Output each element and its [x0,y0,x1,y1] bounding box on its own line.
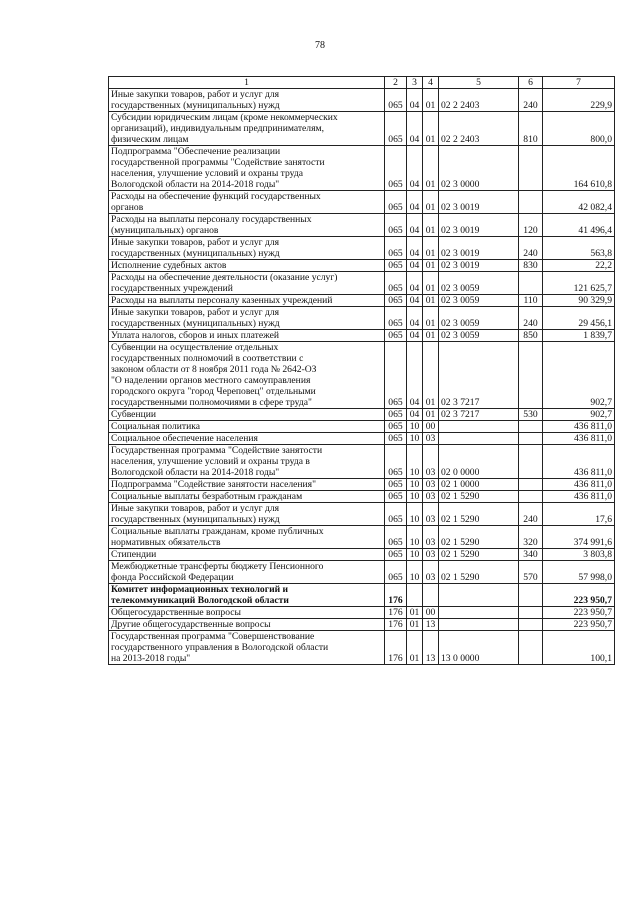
row-grbs-code: 065 [385,421,407,433]
row-amount: 436 811,0 [543,491,615,503]
row-amount: 223 950,7 [543,607,615,619]
row-grbs-code: 065 [385,433,407,445]
row-name: Расходы на выплаты персоналу государственных (муниципальных) органов [109,214,385,237]
row-subsection-code: 03 [423,445,439,479]
row-target-article: 02 3 0019 [439,214,519,237]
row-subsection-code: 03 [423,503,439,526]
row-name: Уплата налогов, сборов и иных платежей [109,330,385,342]
row-section-code: 04 [407,409,423,421]
row-target-article: 02 3 0000 [439,146,519,191]
row-section-code: 01 [407,631,423,665]
row-subsection-code: 13 [423,631,439,665]
row-amount: 563,8 [543,237,615,260]
table-row [109,307,615,330]
row-expense-type [519,272,543,295]
row-name: Подпрограмма "Обеспечение реализации государственной программы "Содействие занятости населения, улучшение условий и охраны труда Вологодской области на 2014-2018 годы" [109,146,385,191]
header-col-4: 4 [423,77,439,89]
row-subsection-code: 03 [423,561,439,584]
row-subsection-code [423,584,439,607]
row-subsection-code: 01 [423,89,439,112]
row-amount: 100,1 [543,631,615,665]
table-row [109,191,615,214]
row-target-article [439,421,519,433]
row-subsection-code: 13 [423,619,439,631]
row-grbs-code: 065 [385,491,407,503]
row-name: Расходы на выплаты персоналу казенных учреждений [109,295,385,307]
row-expense-type: 570 [519,561,543,584]
row-grbs-code: 065 [385,89,407,112]
row-section-code: 04 [407,342,423,409]
row-amount: 57 998,0 [543,561,615,584]
row-section-code: 04 [407,89,423,112]
row-subsection-code: 01 [423,330,439,342]
row-grbs-code: 065 [385,330,407,342]
row-target-article: 02 1 5290 [439,561,519,584]
row-grbs-code: 065 [385,549,407,561]
row-grbs-code: 176 [385,619,407,631]
row-expense-type [519,342,543,409]
row-grbs-code: 176 [385,631,407,665]
row-section-code: 10 [407,503,423,526]
row-grbs-code: 176 [385,584,407,607]
row-expense-type: 110 [519,295,543,307]
row-expense-type: 240 [519,503,543,526]
page-number: 78 [315,40,325,51]
row-amount: 800,0 [543,112,615,146]
row-subsection-code: 03 [423,491,439,503]
row-target-article: 02 3 7217 [439,342,519,409]
row-name: Государственная программа "Содействие занятости населения, улучшение условий и охраны труда в Вологодской области на 2014-2018 годы" [109,445,385,479]
row-target-article: 02 2 2403 [439,89,519,112]
row-subsection-code: 01 [423,295,439,307]
row-grbs-code: 065 [385,479,407,491]
budget-table [108,76,615,665]
row-subsection-code: 01 [423,191,439,214]
header-col-1: 1 [109,77,385,89]
row-target-article [439,607,519,619]
row-expense-type [519,421,543,433]
table-row [109,295,615,307]
row-name: Исполнение судебных актов [109,260,385,272]
row-section-code: 04 [407,330,423,342]
row-grbs-code: 065 [385,409,407,421]
row-section-code: 04 [407,191,423,214]
row-name: Общегосударственные вопросы [109,607,385,619]
row-section-code: 04 [407,260,423,272]
table-row [109,549,615,561]
row-subsection-code: 01 [423,260,439,272]
row-target-article: 02 3 0059 [439,295,519,307]
row-target-article: 02 3 7217 [439,409,519,421]
row-section-code: 04 [407,272,423,295]
row-amount: 1 839,7 [543,330,615,342]
row-amount: 41 496,4 [543,214,615,237]
table-body [109,89,615,665]
row-section-code: 10 [407,433,423,445]
table-row [109,561,615,584]
row-target-article: 02 1 5290 [439,526,519,549]
row-section-code: 01 [407,607,423,619]
row-amount: 29 456,1 [543,307,615,330]
row-subsection-code: 01 [423,307,439,330]
row-grbs-code: 065 [385,295,407,307]
row-amount: 223 950,7 [543,619,615,631]
row-section-code: 01 [407,619,423,631]
row-name: Государственная программа "Совершенствование государственного управления в Вологодской области на 2013-2018 годы" [109,631,385,665]
row-section-code: 10 [407,526,423,549]
row-grbs-code: 065 [385,237,407,260]
row-name: Социальные выплаты безработным гражданам [109,491,385,503]
row-name: Социальная политика [109,421,385,433]
table-row [109,433,615,445]
row-subsection-code: 00 [423,607,439,619]
row-amount: 3 803,8 [543,549,615,561]
header-col-5: 5 [439,77,519,89]
row-subsection-code: 01 [423,342,439,409]
row-subsection-code: 01 [423,409,439,421]
row-subsection-code: 01 [423,237,439,260]
row-name: Социальное обеспечение населения [109,433,385,445]
row-amount: 436 811,0 [543,433,615,445]
table-row [109,89,615,112]
row-grbs-code: 065 [385,272,407,295]
row-amount: 223 950,7 [543,584,615,607]
row-section-code: 04 [407,237,423,260]
row-subsection-code: 00 [423,421,439,433]
row-section-code: 10 [407,561,423,584]
table-row [109,272,615,295]
table-row [109,146,615,191]
row-name: Стипендии [109,549,385,561]
row-name: Субсидии юридическим лицам (кроме некоммерческих организаций), индивидуальным предпринимателям, физическим лицам [109,112,385,146]
table-row [109,445,615,479]
row-expense-type: 320 [519,526,543,549]
row-grbs-code: 065 [385,307,407,330]
row-expense-type [519,433,543,445]
row-expense-type: 530 [519,409,543,421]
row-target-article: 02 3 0059 [439,330,519,342]
row-grbs-code: 065 [385,445,407,479]
row-subsection-code: 03 [423,479,439,491]
row-section-code: 04 [407,295,423,307]
row-target-article [439,584,519,607]
row-expense-type: 120 [519,214,543,237]
table-row [109,607,615,619]
row-grbs-code: 065 [385,526,407,549]
row-amount: 902,7 [543,409,615,421]
row-expense-type: 240 [519,237,543,260]
row-target-article [439,619,519,631]
row-name: Расходы на обеспечение деятельности (оказание услуг) государственных учреждений [109,272,385,295]
table-row [109,112,615,146]
row-grbs-code: 065 [385,112,407,146]
row-section-code: 10 [407,445,423,479]
row-subsection-code: 01 [423,146,439,191]
table-row [109,260,615,272]
row-name: Другие общегосударственные вопросы [109,619,385,631]
row-amount: 436 811,0 [543,421,615,433]
row-expense-type: 340 [519,549,543,561]
table-row [109,631,615,665]
row-subsection-code: 03 [423,549,439,561]
table-row [109,503,615,526]
row-section-code: 04 [407,307,423,330]
row-section-code: 10 [407,549,423,561]
row-name: Субвенции на осуществление отдельных государственных полномочий в соответствии с законом области от 8 ноября 2011 года № 2642-ОЗ "О наделении органов местного самоуправления городского округа "город Череповец" отдельными государственными полномочиями в сфере труда" [109,342,385,409]
row-expense-type: 240 [519,307,543,330]
row-amount: 436 811,0 [543,479,615,491]
row-subsection-code: 01 [423,112,439,146]
row-name: Подпрограмма "Содействие занятости населения" [109,479,385,491]
row-amount: 121 625,7 [543,272,615,295]
table-row [109,421,615,433]
row-section-code: 10 [407,421,423,433]
header-col-2: 2 [385,77,407,89]
row-target-article: 02 2 2403 [439,112,519,146]
row-name: Комитет информационных технологий и телекоммуникаций Вологодской области [109,584,385,607]
row-grbs-code: 065 [385,191,407,214]
row-section-code: 04 [407,112,423,146]
row-amount: 436 811,0 [543,445,615,479]
row-expense-type [519,191,543,214]
row-expense-type: 830 [519,260,543,272]
table-row [109,214,615,237]
row-name: Иные закупки товаров, работ и услуг для государственных (муниципальных) нужд [109,89,385,112]
row-amount: 374 991,6 [543,526,615,549]
row-amount: 902,7 [543,342,615,409]
header-col-3: 3 [407,77,423,89]
row-amount: 22,2 [543,260,615,272]
row-name: Субвенции [109,409,385,421]
row-target-article: 02 3 0059 [439,272,519,295]
row-expense-type [519,607,543,619]
header-col-6: 6 [519,77,543,89]
row-amount: 90 329,9 [543,295,615,307]
row-expense-type [519,631,543,665]
row-section-code: 10 [407,491,423,503]
row-subsection-code: 03 [423,526,439,549]
row-name: Иные закупки товаров, работ и услуг для государственных (муниципальных) нужд [109,237,385,260]
row-expense-type: 810 [519,112,543,146]
row-name: Иные закупки товаров, работ и услуг для государственных (муниципальных) нужд [109,503,385,526]
row-expense-type [519,491,543,503]
row-expense-type [519,146,543,191]
table-row [109,479,615,491]
row-grbs-code: 065 [385,342,407,409]
row-amount: 229,9 [543,89,615,112]
row-name: Социальные выплаты гражданам, кроме публичных нормативных обязательств [109,526,385,549]
table-row [109,330,615,342]
row-expense-type [519,479,543,491]
row-grbs-code: 065 [385,214,407,237]
row-grbs-code: 065 [385,561,407,584]
row-name: Межбюджетные трансферты бюджету Пенсионного фонда Российской Федерации [109,561,385,584]
row-section-code: 04 [407,214,423,237]
table-row [109,409,615,421]
row-target-article: 02 0 0000 [439,445,519,479]
row-expense-type [519,619,543,631]
header-col-7: 7 [543,77,615,89]
row-name: Расходы на обеспечение функций государственных органов [109,191,385,214]
row-grbs-code: 176 [385,607,407,619]
row-subsection-code: 01 [423,214,439,237]
row-grbs-code: 065 [385,260,407,272]
row-expense-type: 850 [519,330,543,342]
row-target-article: 13 0 0000 [439,631,519,665]
row-target-article: 02 3 0059 [439,307,519,330]
header-row [109,77,615,89]
row-target-article: 02 3 0019 [439,191,519,214]
table-row [109,491,615,503]
row-target-article: 02 1 5290 [439,549,519,561]
table-row [109,342,615,409]
row-target-article [439,433,519,445]
row-amount: 42 082,4 [543,191,615,214]
table-row [109,619,615,631]
table-row [109,584,615,607]
row-grbs-code: 065 [385,503,407,526]
row-subsection-code: 03 [423,433,439,445]
row-expense-type [519,445,543,479]
row-expense-type [519,584,543,607]
row-amount: 17,6 [543,503,615,526]
row-target-article: 02 1 0000 [439,479,519,491]
row-section-code: 10 [407,479,423,491]
table-row [109,237,615,260]
row-target-article: 02 1 5290 [439,503,519,526]
row-section-code [407,584,423,607]
row-name: Иные закупки товаров, работ и услуг для государственных (муниципальных) нужд [109,307,385,330]
row-subsection-code: 01 [423,272,439,295]
row-target-article: 02 3 0019 [439,260,519,272]
row-expense-type: 240 [519,89,543,112]
row-section-code: 04 [407,146,423,191]
row-target-article: 02 1 5290 [439,491,519,503]
row-target-article: 02 3 0019 [439,237,519,260]
row-amount: 164 610,8 [543,146,615,191]
table-row [109,526,615,549]
row-grbs-code: 065 [385,146,407,191]
